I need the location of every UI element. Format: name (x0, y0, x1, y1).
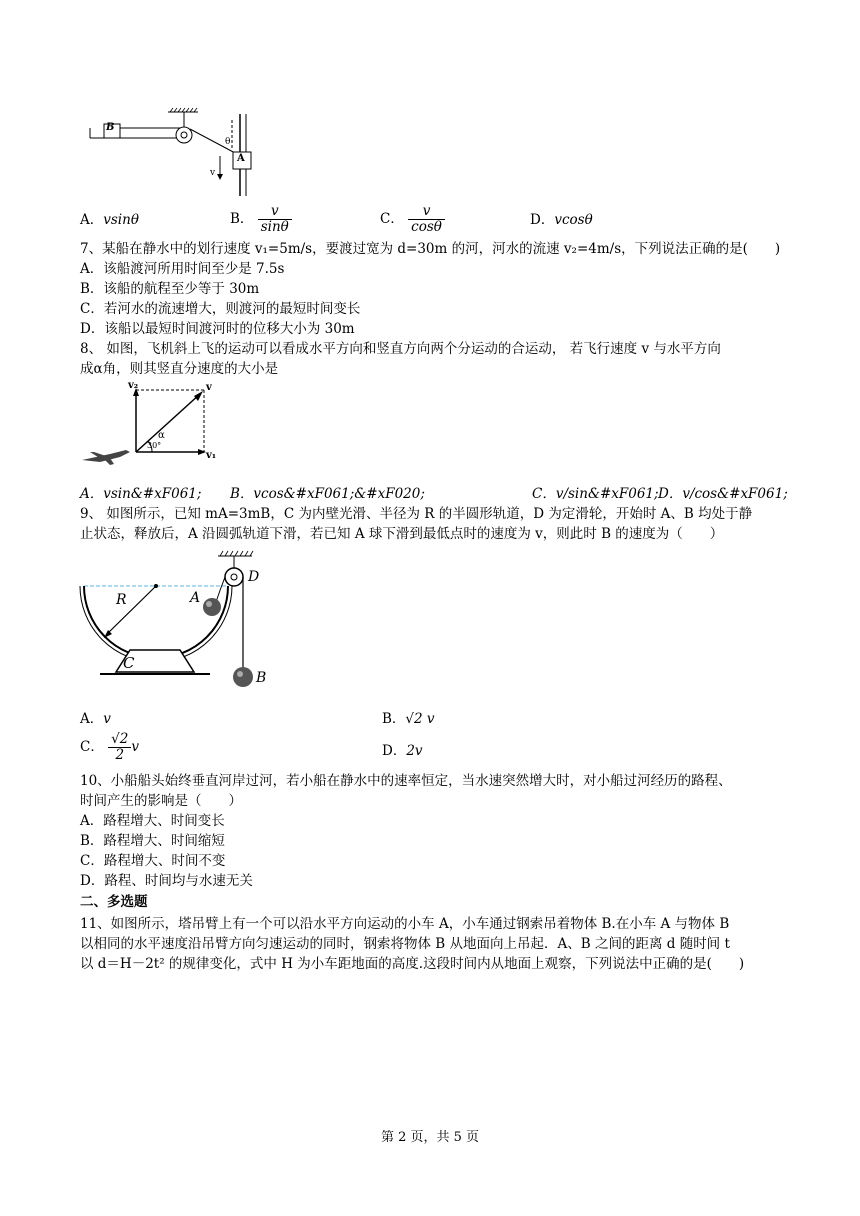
q6-label-b: B (106, 122, 115, 133)
q6-figure (90, 108, 260, 198)
q11-stem-line2: 以相同的水平速度沿吊臂方向匀速运动的同时，钢索将物体 B 从地面向上吊起．A、B 之间的距离 d 随时间 t (80, 936, 730, 952)
page-number: 第 2 页，共 5 页 (380, 1130, 480, 1145)
q8-option-b[interactable]: B．vcos&#xF061;&#xF020; (230, 486, 425, 502)
q6-option-c-fraction: $\frac{v}{\cos\theta}$ (408, 204, 445, 235)
q10-option-a[interactable]: A．路程增大、时间变长 (80, 813, 225, 829)
q8-option-c[interactable]: C．v/sin&#xF061; (532, 486, 659, 502)
q6-label-v: v (210, 168, 216, 178)
q10-option-b[interactable]: B．路程增大、时间缩短 (80, 833, 225, 849)
q9-label-a: A (190, 590, 201, 606)
q9-option-c[interactable]: C． $\frac{√2}{2}$ v (80, 731, 139, 763)
q7-option-c[interactable]: C．若河水的流速增大，则渡河的最短时间变长 (80, 301, 361, 317)
q7-option-d[interactable]: D．该船以最短时间渡河时的位移大小为 30m (80, 321, 355, 337)
q9-stem-line1: 9、 如图所示，已知 mA=3mB，C 为内壁光滑、半径为 R 的半圆形轨道，D 为定滑轮，开始时 A、B 均处于静 (80, 506, 753, 522)
q9-option-b[interactable]: B．√2 v (382, 711, 435, 727)
q8-stem-line1: 8、 如图，飞机斜上飞的运动可以看成水平方向和竖直方向两个分运动的合运动， 若飞行速度 v 与水平方向 (80, 341, 721, 357)
q8-label-alpha: α (158, 430, 165, 441)
q9-label-r: R (116, 592, 127, 608)
q9-option-a[interactable]: A．v (80, 711, 111, 727)
q9-option-c-fraction: $\frac{√2}{2}$ (108, 732, 131, 763)
q7-option-a[interactable]: A．该船渡河所用时间至少是 7.5s (80, 261, 285, 277)
q6-option-b-fraction: $\frac{v}{\sin\theta}$ (258, 204, 292, 235)
q11-stem-line3: 以 d＝H－2t² 的规律变化，式中 H 为小车距地面的高度.这段时间内从地面上观察，下列说法中正确的是( ) (80, 956, 745, 972)
q10-stem-line2: 时间产生的影响是（ ） (80, 793, 242, 809)
q9-label-c: C (123, 654, 135, 672)
q6-option-b[interactable]: B． $\frac{v}{\sin\theta}$ (230, 204, 292, 235)
q8-label-angle: 30° (147, 441, 162, 450)
q8-label-v: v (206, 382, 212, 393)
q7-stem: 7、某船在静水中的划行速度 v₁=5m/s，要渡过宽为 d=30m 的河，河水的流速 v₂=4m/s，下列说法正确的是( ) (80, 241, 781, 257)
q10-option-c[interactable]: C．路程增大、时间不变 (80, 853, 226, 869)
q7-option-b[interactable]: B．该船的航程至少等于 30m (80, 281, 260, 297)
q9-option-d[interactable]: D．2v (382, 743, 423, 759)
q6-label-theta: θ (225, 137, 231, 147)
q8-option-a[interactable]: A．vsin&#xF061; (80, 486, 202, 502)
q8-label-v2: v₂ (128, 380, 139, 391)
q9-label-b: B (256, 670, 267, 686)
q6-option-d[interactable]: D．vcosθ (530, 212, 593, 228)
q8-stem-line2: 成α角，则其竖直分速度的大小是 (80, 361, 279, 377)
q8-label-v1: v₁ (206, 450, 217, 461)
section-title-multiple-choice: 二、多选题 (80, 894, 148, 910)
q6-label-a: A (237, 153, 245, 164)
q11-stem-line1: 11、如图所示，塔吊臂上有一个可以沿水平方向运动的小车 A，小车通过钢索吊着物体 B.在小车 A 与物体 B (80, 916, 730, 932)
q6-option-a[interactable]: A．vsinθ (80, 212, 139, 228)
q10-option-d[interactable]: D．路程、时间均与水速无关 (80, 873, 253, 889)
q9-label-d: D (248, 569, 260, 585)
q6-option-c[interactable]: C． $\frac{v}{\cos\theta}$ (380, 204, 445, 235)
q8-figure (80, 380, 220, 470)
q9-stem-line2: 止状态，释放后，A 沿圆弧轨道下滑，若已知 A 球下滑到最低点时的速度为 v，则此时 B 的速度为（ ） (80, 526, 724, 542)
q8-option-d[interactable]: D．v/cos&#xF061; (658, 486, 788, 502)
q10-stem-line1: 10、小船船头始终垂直河岸过河，若小船在静水中的速率恒定，当水速突然增大时，对小船过河经历的路程、 (80, 773, 732, 789)
